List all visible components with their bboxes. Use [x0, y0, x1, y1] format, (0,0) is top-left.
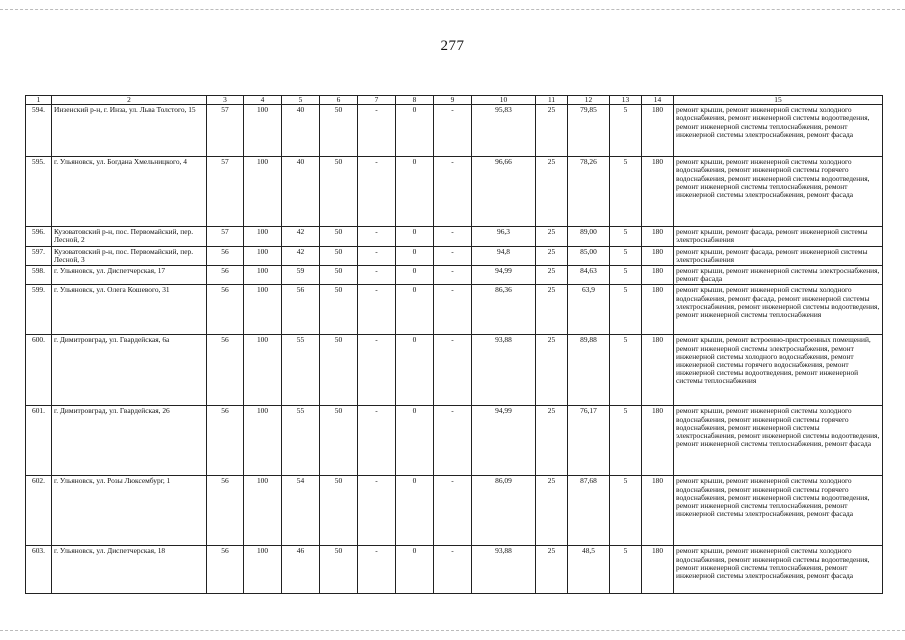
- value-cell-col-12: 84,63: [568, 266, 610, 285]
- value-cell-col-10: 94,99: [472, 406, 536, 476]
- value-cell-col-11: 25: [536, 246, 568, 265]
- value-cell-col-13: 5: [610, 227, 642, 246]
- scan-edge-bottom: [0, 630, 905, 631]
- value-cell-col-7: -: [358, 246, 396, 265]
- value-cell-col-8: 0: [396, 335, 434, 406]
- column-header-10: 10: [472, 96, 536, 105]
- value-cell-col-5: 46: [282, 546, 320, 594]
- work-types-cell: ремонт крыши, ремонт инженерной системы холодного водоснабжения, ремонт инженерной системы водоотведения, ремонт инженерной системы теплоснабжения, ремонт инженерной системы электроснабжения, ремонт фасада: [674, 105, 883, 157]
- column-header-1: 1: [26, 96, 52, 105]
- document-table-container: [25, 95, 882, 594]
- value-cell-col-14: 180: [642, 157, 674, 227]
- row-number-cell: 598.: [26, 266, 52, 285]
- column-header-13: 13: [610, 96, 642, 105]
- value-cell-col-9: -: [434, 546, 472, 594]
- value-cell-col-10: 86,09: [472, 476, 536, 546]
- value-cell-col-14: 180: [642, 285, 674, 335]
- column-header-14: 14: [642, 96, 674, 105]
- work-types-cell: ремонт крыши, ремонт инженерной системы холодного водоснабжения, ремонт инженерной системы горячего водоснабжения, ремонт инженерной системы электроснабжения, ремонт инженерной системы водоотведения, ремонт инженерной системы теплоснабжения, ремонт фасада: [674, 406, 883, 476]
- value-cell-col-14: 180: [642, 105, 674, 157]
- value-cell-col-11: 25: [536, 406, 568, 476]
- row-number-cell: 602.: [26, 476, 52, 546]
- table-row: [26, 266, 883, 285]
- value-cell-col-12: 79,85: [568, 105, 610, 157]
- value-cell-col-9: -: [434, 266, 472, 285]
- value-cell-col-3: 57: [207, 105, 244, 157]
- value-cell-col-12: 89,88: [568, 335, 610, 406]
- table-row: [26, 476, 883, 546]
- value-cell-col-10: 94,99: [472, 266, 536, 285]
- value-cell-col-8: 0: [396, 105, 434, 157]
- value-cell-col-11: 25: [536, 546, 568, 594]
- value-cell-col-7: -: [358, 476, 396, 546]
- value-cell-col-10: 86,36: [472, 285, 536, 335]
- value-cell-col-4: 100: [244, 246, 282, 265]
- table-row: [26, 105, 883, 157]
- value-cell-col-12: 87,68: [568, 476, 610, 546]
- value-cell-col-7: -: [358, 266, 396, 285]
- value-cell-col-3: 56: [207, 546, 244, 594]
- value-cell-col-13: 5: [610, 266, 642, 285]
- value-cell-col-3: 57: [207, 157, 244, 227]
- value-cell-col-5: 40: [282, 157, 320, 227]
- value-cell-col-13: 5: [610, 335, 642, 406]
- value-cell-col-13: 5: [610, 246, 642, 265]
- value-cell-col-10: 94,8: [472, 246, 536, 265]
- value-cell-col-7: -: [358, 406, 396, 476]
- value-cell-col-12: 76,17: [568, 406, 610, 476]
- value-cell-col-6: 50: [320, 246, 358, 265]
- column-header-11: 11: [536, 96, 568, 105]
- value-cell-col-8: 0: [396, 285, 434, 335]
- value-cell-col-5: 40: [282, 105, 320, 157]
- value-cell-col-10: 93,88: [472, 335, 536, 406]
- table-row: [26, 227, 883, 246]
- value-cell-col-12: 63,9: [568, 285, 610, 335]
- value-cell-col-6: 50: [320, 105, 358, 157]
- work-types-cell: ремонт крыши, ремонт фасада, ремонт инженерной системы электроснабжения: [674, 227, 883, 246]
- table-row: [26, 406, 883, 476]
- value-cell-col-8: 0: [396, 157, 434, 227]
- address-cell: г. Димитровград, ул. Гвардейская, 6а: [52, 335, 207, 406]
- value-cell-col-6: 50: [320, 285, 358, 335]
- value-cell-col-9: -: [434, 406, 472, 476]
- value-cell-col-4: 100: [244, 105, 282, 157]
- column-header-5: 5: [282, 96, 320, 105]
- value-cell-col-3: 56: [207, 476, 244, 546]
- value-cell-col-10: 95,83: [472, 105, 536, 157]
- value-cell-col-14: 180: [642, 246, 674, 265]
- work-types-cell: ремонт крыши, ремонт встроенно-пристроенных помещений, ремонт инженерной системы электроснабжения, ремонт инженерной системы холодного водоснабжения, ремонт инженерной системы горячего водоснабжения, ремонт инженерной системы водоотведения, ремонт инженерной системы теплоснабжения: [674, 335, 883, 406]
- column-header-2: 2: [52, 96, 207, 105]
- value-cell-col-5: 56: [282, 285, 320, 335]
- row-number-cell: 603.: [26, 546, 52, 594]
- value-cell-col-7: -: [358, 285, 396, 335]
- table-row: [26, 157, 883, 227]
- value-cell-col-6: 50: [320, 335, 358, 406]
- address-cell: г. Ульяновск, ул. Диспетчерская, 17: [52, 266, 207, 285]
- value-cell-col-3: 56: [207, 246, 244, 265]
- table-row: [26, 285, 883, 335]
- repair-program-table: [25, 95, 883, 594]
- column-header-15: 15: [674, 96, 883, 105]
- value-cell-col-13: 5: [610, 406, 642, 476]
- value-cell-col-14: 180: [642, 476, 674, 546]
- address-cell: г. Ульяновск, ул. Розы Люксембург, 1: [52, 476, 207, 546]
- value-cell-col-11: 25: [536, 227, 568, 246]
- value-cell-col-3: 56: [207, 406, 244, 476]
- value-cell-col-3: 56: [207, 266, 244, 285]
- table-row: [26, 246, 883, 265]
- table-row: [26, 546, 883, 594]
- table-row: [26, 335, 883, 406]
- row-number-cell: 599.: [26, 285, 52, 335]
- value-cell-col-11: 25: [536, 157, 568, 227]
- row-number-cell: 600.: [26, 335, 52, 406]
- value-cell-col-10: 96,66: [472, 157, 536, 227]
- work-types-cell: ремонт крыши, ремонт инженерной системы электроснабжения, ремонт фасада: [674, 266, 883, 285]
- value-cell-col-6: 50: [320, 266, 358, 285]
- value-cell-col-8: 0: [396, 227, 434, 246]
- row-number-cell: 595.: [26, 157, 52, 227]
- work-types-cell: ремонт крыши, ремонт инженерной системы холодного водоснабжения, ремонт фасада, ремонт инженерной системы электроснабжения, ремонт инженерной системы водоотведения, ремонт инженерной системы теплоснабжения: [674, 285, 883, 335]
- value-cell-col-12: 48,5: [568, 546, 610, 594]
- value-cell-col-4: 100: [244, 285, 282, 335]
- value-cell-col-6: 50: [320, 227, 358, 246]
- value-cell-col-3: 56: [207, 285, 244, 335]
- work-types-cell: ремонт крыши, ремонт инженерной системы холодного водоснабжения, ремонт инженерной системы водоотведения, ремонт инженерной системы теплоснабжения, ремонт инженерной системы электроснабжения, ремонт фасада: [674, 546, 883, 594]
- value-cell-col-9: -: [434, 476, 472, 546]
- value-cell-col-13: 5: [610, 157, 642, 227]
- value-cell-col-7: -: [358, 546, 396, 594]
- value-cell-col-6: 50: [320, 546, 358, 594]
- table-header-row: [26, 96, 883, 105]
- value-cell-col-13: 5: [610, 476, 642, 546]
- value-cell-col-5: 54: [282, 476, 320, 546]
- value-cell-col-4: 100: [244, 335, 282, 406]
- work-types-cell: ремонт крыши, ремонт фасада, ремонт инженерной системы электроснабжения: [674, 246, 883, 265]
- value-cell-col-3: 57: [207, 227, 244, 246]
- value-cell-col-10: 96,3: [472, 227, 536, 246]
- value-cell-col-9: -: [434, 246, 472, 265]
- value-cell-col-14: 180: [642, 227, 674, 246]
- value-cell-col-9: -: [434, 157, 472, 227]
- value-cell-col-8: 0: [396, 246, 434, 265]
- address-cell: Кузоватовский р-н, пос. Первомайский, пер. Лесной, 2: [52, 227, 207, 246]
- value-cell-col-9: -: [434, 335, 472, 406]
- value-cell-col-10: 93,88: [472, 546, 536, 594]
- value-cell-col-14: 180: [642, 546, 674, 594]
- address-cell: г. Ульяновск, ул. Диспетчерская, 18: [52, 546, 207, 594]
- value-cell-col-14: 180: [642, 335, 674, 406]
- value-cell-col-5: 59: [282, 266, 320, 285]
- value-cell-col-3: 56: [207, 335, 244, 406]
- address-cell: г. Димитровград, ул. Гвардейская, 26: [52, 406, 207, 476]
- value-cell-col-13: 5: [610, 105, 642, 157]
- value-cell-col-6: 50: [320, 157, 358, 227]
- column-header-3: 3: [207, 96, 244, 105]
- value-cell-col-4: 100: [244, 266, 282, 285]
- value-cell-col-11: 25: [536, 476, 568, 546]
- value-cell-col-5: 42: [282, 246, 320, 265]
- column-header-4: 4: [244, 96, 282, 105]
- table-body: [26, 105, 883, 594]
- row-number-cell: 596.: [26, 227, 52, 246]
- value-cell-col-4: 100: [244, 227, 282, 246]
- page-number: 277: [440, 38, 465, 54]
- value-cell-col-4: 100: [244, 157, 282, 227]
- value-cell-col-9: -: [434, 105, 472, 157]
- value-cell-col-9: -: [434, 285, 472, 335]
- column-header-6: 6: [320, 96, 358, 105]
- value-cell-col-13: 5: [610, 285, 642, 335]
- work-types-cell: ремонт крыши, ремонт инженерной системы холодного водоснабжения, ремонт инженерной системы горячего водоснабжения, ремонт инженерной системы водоотведения, ремонт инженерной системы теплоснабжения, ремонт инженерной системы электроснабжения, ремонт фасада: [674, 476, 883, 546]
- work-types-cell: ремонт крыши, ремонт инженерной системы холодного водоснабжения, ремонт инженерной системы горячего водоснабжения, ремонт инженерной системы водоотведения, ремонт инженерной системы теплоснабжения, ремонт инженерной системы электроснабжения, ремонт фасада: [674, 157, 883, 227]
- column-header-12: 12: [568, 96, 610, 105]
- value-cell-col-5: 55: [282, 406, 320, 476]
- row-number-cell: 594.: [26, 105, 52, 157]
- value-cell-col-13: 5: [610, 546, 642, 594]
- value-cell-col-7: -: [358, 157, 396, 227]
- value-cell-col-4: 100: [244, 546, 282, 594]
- value-cell-col-8: 0: [396, 546, 434, 594]
- value-cell-col-6: 50: [320, 406, 358, 476]
- value-cell-col-14: 180: [642, 266, 674, 285]
- value-cell-col-8: 0: [396, 406, 434, 476]
- value-cell-col-11: 25: [536, 105, 568, 157]
- column-header-7: 7: [358, 96, 396, 105]
- value-cell-col-4: 100: [244, 476, 282, 546]
- value-cell-col-5: 42: [282, 227, 320, 246]
- column-header-8: 8: [396, 96, 434, 105]
- value-cell-col-7: -: [358, 335, 396, 406]
- value-cell-col-6: 50: [320, 476, 358, 546]
- value-cell-col-8: 0: [396, 266, 434, 285]
- value-cell-col-11: 25: [536, 285, 568, 335]
- column-header-9: 9: [434, 96, 472, 105]
- row-number-cell: 601.: [26, 406, 52, 476]
- value-cell-col-7: -: [358, 227, 396, 246]
- value-cell-col-14: 180: [642, 406, 674, 476]
- address-cell: Кузоватовский р-н, пос. Первомайский, пер. Лесной, 3: [52, 246, 207, 265]
- value-cell-col-11: 25: [536, 335, 568, 406]
- value-cell-col-12: 78,26: [568, 157, 610, 227]
- value-cell-col-11: 25: [536, 266, 568, 285]
- value-cell-col-7: -: [358, 105, 396, 157]
- address-cell: Инзенский р-н, г. Инза, ул. Льва Толстого, 15: [52, 105, 207, 157]
- address-cell: г. Ульяновск, ул. Олега Кошевого, 31: [52, 285, 207, 335]
- value-cell-col-5: 55: [282, 335, 320, 406]
- scan-edge-top: [0, 9, 905, 10]
- row-number-cell: 597.: [26, 246, 52, 265]
- value-cell-col-9: -: [434, 227, 472, 246]
- value-cell-col-12: 89,00: [568, 227, 610, 246]
- value-cell-col-4: 100: [244, 406, 282, 476]
- value-cell-col-8: 0: [396, 476, 434, 546]
- address-cell: г. Ульяновск, ул. Богдана Хмельницкого, 4: [52, 157, 207, 227]
- value-cell-col-12: 85,00: [568, 246, 610, 265]
